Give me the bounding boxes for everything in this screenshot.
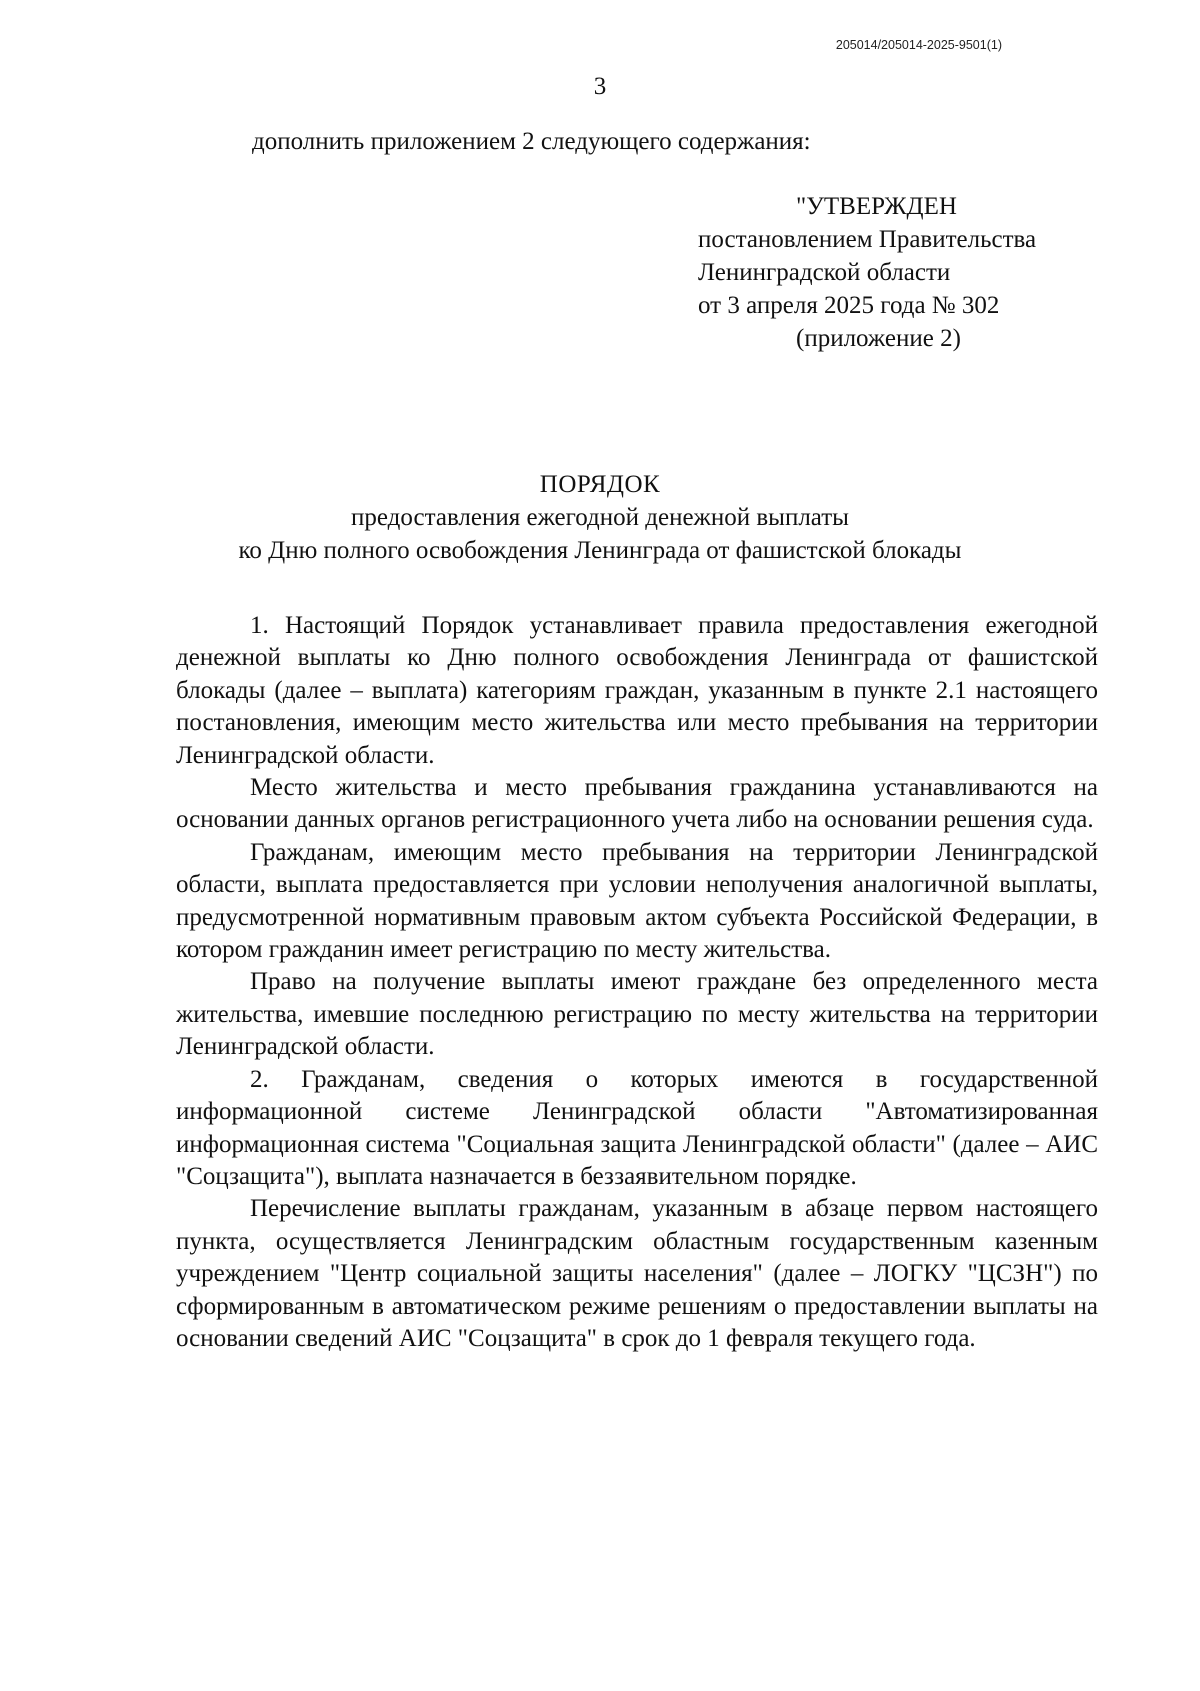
paragraph-5: 2. Гражданам, сведения о которых имеются в государственной информационной системе Ленинградской области "Автоматизированная информационная система "Социальная защита Ленинградской области" (далее – АИС "Соцзащита"), выплата назначается в беззаявительном порядке.: [176, 1065, 1098, 1190]
document-body: [176, 610, 1098, 1355]
document-subtitle-line-2: ко Дню полного освобождения Ленинграда от фашистской блокады: [238, 537, 962, 564]
approval-line-approved: "УТВЕРЖДЕН: [796, 193, 957, 220]
paragraph-4: Право на получение выплаты имеют граждане без определенного места жительства, имевшие последнюю регистрацию по месту жительства на территории Ленинградской области.: [176, 968, 1098, 1061]
approval-line-date: от 3 апреля 2025 года № 302: [698, 292, 1000, 319]
paragraph-3: Гражданам, имеющим место пребывания на территории Ленинградской области, выплата предоставляется при условии неполучения аналогичной выплаты, предусмотренной нормативным правовым актом субъекта Российской Федерации, в котором гражданин имеет регистрацию по месту жительства.: [176, 838, 1098, 964]
document-id: 205014/205014-2025-9501(1): [835, 38, 1002, 52]
document-heading: [0, 468, 1200, 567]
approval-stamp: [698, 190, 1036, 355]
paragraph-2: Место жительства и место пребывания гражданина устанавливаются на основании данных органов регистрационного учета либо на основании решения суда.: [176, 774, 1098, 834]
paragraph-1: 1. Настоящий Порядок устанавливает правила предоставления ежегодной денежной выплаты ко Дню полного освобождения Ленинграда от фашистской блокады (далее – выплата) категориям граждан, указанным в пункте 2.1 настоящего постановления, имеющим место жительства или место пребывания на территории Ленинградской области.: [176, 612, 1098, 769]
page-number: 3: [593, 73, 607, 100]
intro-line: дополнить приложением 2 следующего содержания:: [252, 128, 811, 155]
paragraph-6: Перечисление выплаты гражданам, указанным в абзаце первом настоящего пункта, осуществляется Ленинградским областным государственным казенным учреждением "Центр социальной защиты населения" (далее – ЛОГКУ "ЦСЗН") по сформированным в автоматическом режиме решениям о предоставлении выплаты на основании сведений АИС "Соцзащита" в срок до 1 февраля текущего года.: [176, 1195, 1098, 1352]
document-title: ПОРЯДОК: [539, 471, 661, 498]
approval-line-appendix: (приложение 2): [796, 325, 961, 352]
approval-line-resolution: постановлением Правительства: [698, 226, 1037, 253]
approval-line-region: Ленинградской области: [698, 259, 951, 286]
document-subtitle-line-1: предоставления ежегодной денежной выплаты: [351, 504, 849, 531]
